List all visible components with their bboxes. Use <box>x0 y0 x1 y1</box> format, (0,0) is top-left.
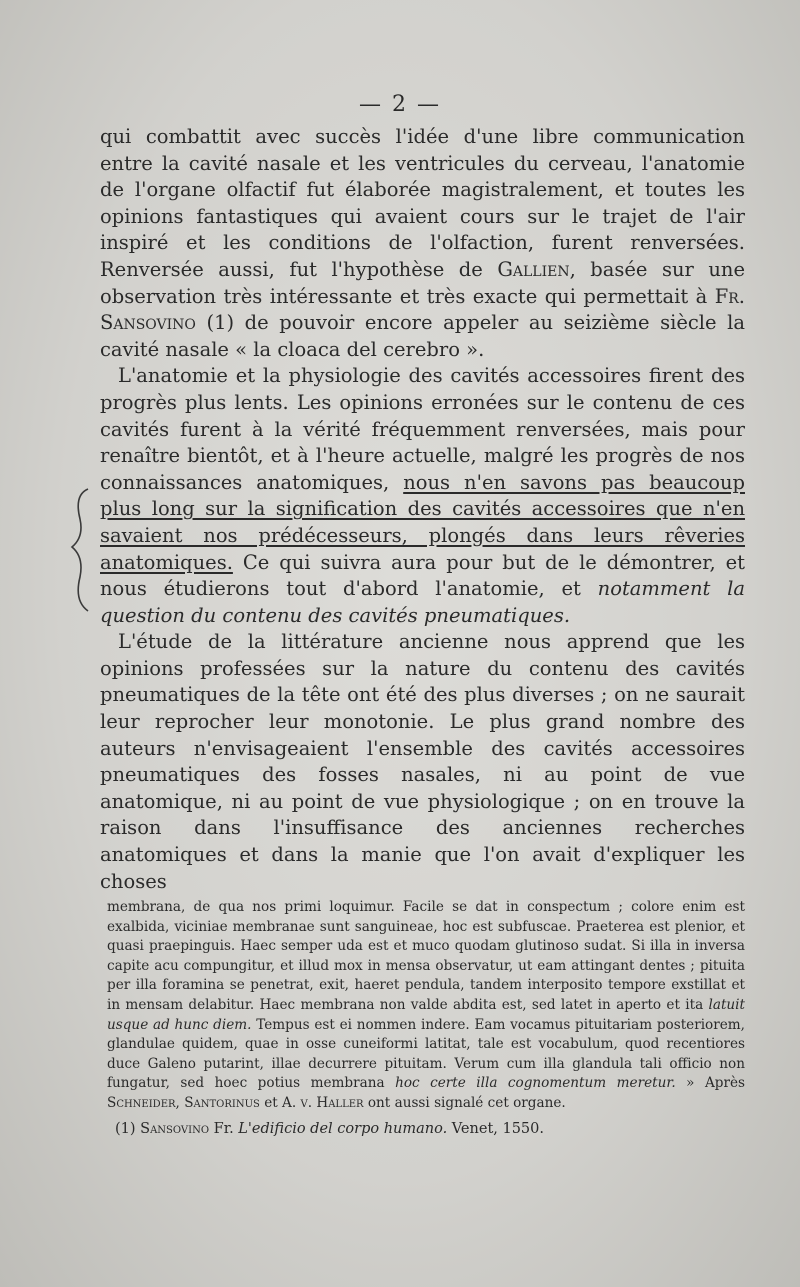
footnotes <box>107 898 745 1139</box>
underlined-passage: nous n'en savons pas beaucoup plus long sur la signification des cavités accessoires que n'en savaient nos prédécesseurs, plongés dans leurs rêveries anatomiques. <box>100 470 745 574</box>
author-name: Fr. Sansovino <box>100 284 745 335</box>
paragraph-3: L'étude de la littérature ancienne nous apprend que les opinions professées sur la nature du contenu des cavités pneumatiques de la tête ont été des plus diverses ; on ne saurait leur reprocher leur monotonie. Le plus grand nombre des auteurs n'envisageaient l'ensemble des cavités accessoires pneumatiques des fosses nasales, ni au point de vue anatomique, ni au point de vue physiologique ; on en trouve la raison dans l'insuffisance des anciennes recherches anatomiques et dans la manie que l'on avait d'expliquer les choses <box>100 630 745 893</box>
author-name: Gallien <box>497 257 570 281</box>
italic-passage: notamment la question du contenu des cavités pneumatiques. <box>100 577 745 627</box>
note-continuation: membrana, de qua nos primi loquimur. Facile se dat in conspectum ; colore enim est exalbida, viciniae membranae sunt sanguineae, hoc est subfuscae. Praeterea est plenior, et quasi praepinguis. Haec semper uda est et muco quodam glutinoso sudat. Si illa in inversa capite acu compungitur, et illud mox in mensa observatur, ut eam attingant dentes ; pituita per illa foramina se penetrat, exit, haeret pendula, tandem interposito tempore exstillat et in mensam delabitur. Haec membrana non valde abdita est, sed latet in aperto et ita latuit usque ad hunc diem. Tempus est ei nommen indere. Eam vocamus pituitariam posteriorem, glandulae quidem, quae in osse cuneiformi latitat, tale est vocabulum, quod recentiores duce Galeno putarint, illae decurrere pituitam. Verum cum illa glandula tali officio non fungatur, sed hoec potius membrana hoc certe illa cognomentum meretur. » Après Schneider, Santorinus et A. v. Haller ont aussi signalé cet organe. <box>107 899 746 1111</box>
page-number: — 2 — <box>359 92 441 117</box>
main-text <box>100 124 745 895</box>
paragraph-1: qui combattit avec succès l'idée d'une libre communication entre la cavité nasale et les ventricules du cerveau, l'anatomie de l'organe olfactif fut élaborée magistralement, et toutes les opinions fantastiques qui avaient cours sur le trajet de l'air inspiré et les conditions de l'olfaction, furent renversées. Renversée aussi, fut l'hypothèse de Gallien, basée sur une observation très intéressante et très exacte qui permettait à Fr. Sansovino (1) de pouvoir encore appeler au seizième siècle la cavité nasale « la cloaca del cerebro ». <box>100 125 745 361</box>
paragraph-2: L'anatomie et la physiologie des cavités accessoires firent des progrès plus lents. Les opinions erronées sur le contenu de ces cavités furent à la vérité fréquemment renversées, mais pour renaître bientôt, et à l'heure actuelle, malgré les progrès de nos connaissances anatomiques, nous n'en savons pas beaucoup plus long sur la signification des cavités accessoires que n'en savaient nos prédécesseurs, plongés dans leurs rêveries anatomiques. Ce qui suivra aura pour but de le démontrer, et nous étudierons tout d'abord l'anatomie, et notamment la question du contenu des cavités pneumatiques. <box>100 364 745 627</box>
author-name: A. v. Haller <box>282 1094 364 1111</box>
author-name: Santorinus <box>184 1094 260 1111</box>
author-name: Schneider <box>107 1094 176 1111</box>
handwritten-bracket <box>66 485 96 615</box>
footnote-1: (1) Sansovino Fr. L'edificio del corpo humano. Venet, 1550. <box>115 1120 544 1137</box>
